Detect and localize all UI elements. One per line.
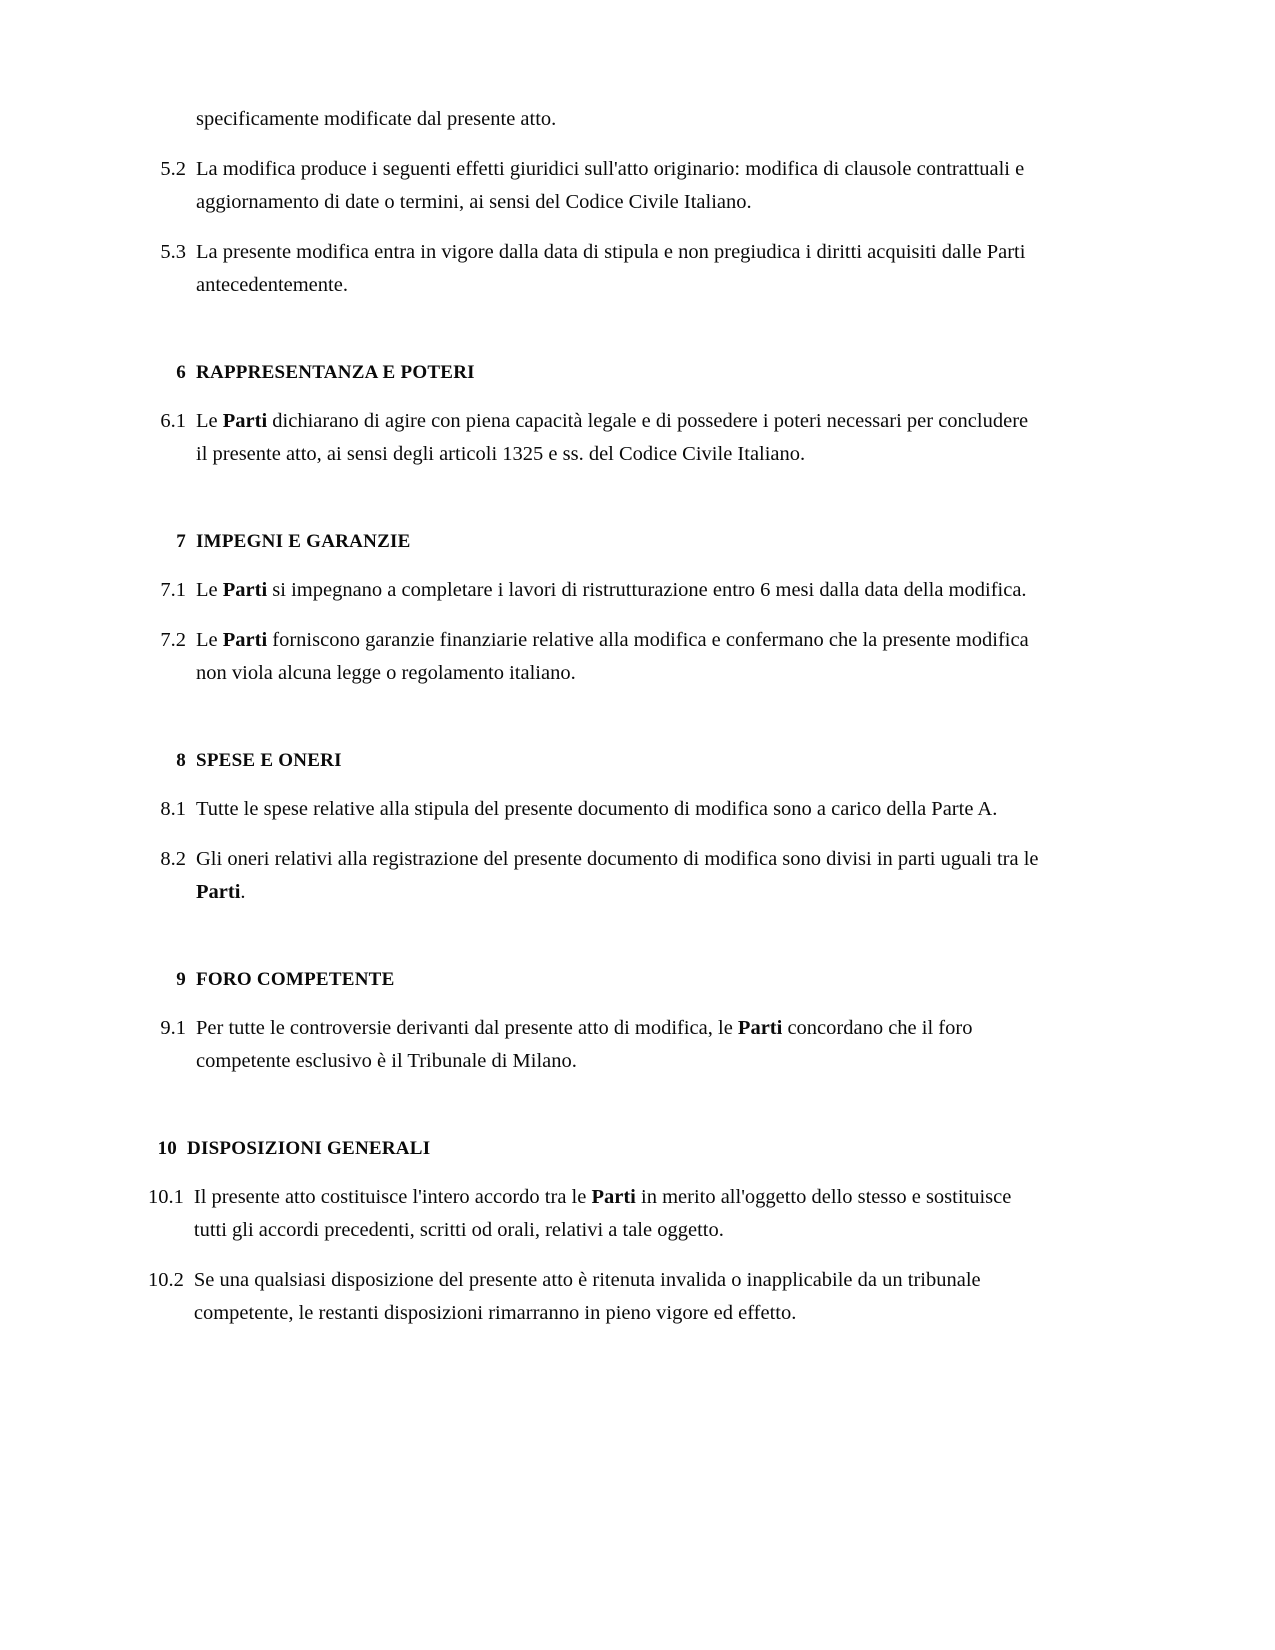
clause-text-run: in merito all'oggetto dello stesso e sostituisce tutti gli accordi precedenti, scritti od orali, relativi a tale oggetto. <box>193 1186 1012 1241</box>
clause-number: 5.3 <box>160 241 186 263</box>
emphasis-term: Parti <box>591 1186 636 1208</box>
clause-text-run: La modifica produce i seguenti effetti giuridici sull'atto originario: modifica di clausole contrattuali e aggiornamento di date o termini, ai sensi del Codice Civile Italiano. <box>196 158 1025 213</box>
clause-row <box>157 236 1039 302</box>
clause-number: 7.1 <box>160 579 186 601</box>
emphasis-term: Parti <box>222 410 268 432</box>
clause-text-run: Se una qualsiasi disposizione del presente atto è ritenuta invalida o inapplicabile da un tribunale competente, le restanti disposizioni rimarranno in pieno vigore ed effetto. <box>193 1269 981 1324</box>
clause-number: 10.1 <box>148 1186 184 1208</box>
clause-row <box>157 1012 1039 1078</box>
clause-row <box>148 1264 1039 1330</box>
clause-text-run: Le <box>196 410 223 432</box>
clause-row <box>157 405 1039 471</box>
clause-row <box>157 574 1039 607</box>
emphasis-term: Parti <box>222 629 268 651</box>
clause-text <box>186 1012 1039 1078</box>
clause-row <box>148 1181 1039 1247</box>
clause-number: 8.2 <box>160 848 186 870</box>
clause-text-run: dichiarano di agire con piena capacità legale e di possedere i poteri necessari per concludere il presente atto, ai sensi degli articoli 1325 e ss. del Codice Civile Italiano. <box>196 410 1029 465</box>
section-number: 10 <box>157 1138 177 1159</box>
clause-number: 8.1 <box>160 798 186 820</box>
clause-text <box>184 1264 1039 1330</box>
clause-text <box>186 153 1039 219</box>
section-heading <box>157 745 1039 776</box>
emphasis-term: Parti <box>222 579 268 601</box>
clause-text-run: Il presente atto costituisce l'intero accordo tra le <box>193 1186 592 1208</box>
clause-text-run: Per tutte le controversie derivanti dal presente atto di modifica, le <box>196 1017 738 1039</box>
section-heading <box>157 1133 1039 1164</box>
clause-text-run: Le <box>196 629 223 651</box>
section-number: 9 <box>176 969 186 990</box>
clause-row <box>157 843 1039 909</box>
section-title: FORO COMPETENTE <box>196 969 395 990</box>
clause-text-run: Gli oneri relativi alla registrazione del presente documento di modifica sono divisi in parti uguali tra le <box>196 848 1039 870</box>
section-title: IMPEGNI E GARANZIE <box>196 531 411 552</box>
emphasis-term: Parti <box>737 1017 783 1039</box>
clause-text-run: La presente modifica entra in vigore dalla data di stipula e non pregiudica i diritti acquisiti dalle Parti antecedentemente. <box>196 241 1026 296</box>
section-heading <box>157 357 1039 388</box>
clause-text <box>186 843 1039 909</box>
clause-number: 9.1 <box>160 1017 186 1039</box>
section-number: 8 <box>176 750 186 771</box>
clause-row <box>157 153 1039 219</box>
clause-number: 7.2 <box>160 629 186 651</box>
clause-text-run: concordano che il foro competente esclusivo è il Tribunale di Milano. <box>196 1017 973 1072</box>
section-title: RAPPRESENTANZA E POTERI <box>196 362 475 383</box>
clause-text-run: forniscono garanzie finanziarie relative alla modifica e confermano che la presente modifica non viola alcuna legge o regolamento italiano. <box>196 629 1029 684</box>
clause-text <box>186 405 1039 471</box>
clause-text-run: Le <box>196 579 223 601</box>
clause-list <box>148 153 1039 1330</box>
section-number: 6 <box>176 362 186 383</box>
clause-number: 10.2 <box>148 1269 184 1291</box>
document-body <box>148 103 1039 1330</box>
clause-text <box>184 1181 1039 1247</box>
continuation-paragraph: specificamente modificate dal presente atto. <box>196 108 557 130</box>
section-title: DISPOSIZIONI GENERALI <box>187 1138 431 1159</box>
emphasis-term: Parti <box>196 881 241 903</box>
clause-text <box>186 793 1039 826</box>
clause-row <box>157 624 1039 690</box>
clause-text <box>186 624 1039 690</box>
section-heading <box>157 964 1039 995</box>
clause-text <box>186 236 1039 302</box>
clause-text-run: si impegnano a completare i lavori di ristrutturazione entro 6 mesi dalla data della modifica. <box>267 579 1027 601</box>
clause-number: 6.1 <box>160 410 186 432</box>
clause-text-run: . <box>240 881 246 903</box>
section-number: 7 <box>176 531 186 552</box>
clause-text <box>186 574 1039 607</box>
clause-number: 5.2 <box>160 158 186 180</box>
clause-row <box>157 793 1039 826</box>
section-heading <box>157 526 1039 557</box>
clause-text-run: Tutte le spese relative alla stipula del presente documento di modifica sono a carico della Parte A. <box>196 798 998 820</box>
section-title: SPESE E ONERI <box>196 750 342 771</box>
